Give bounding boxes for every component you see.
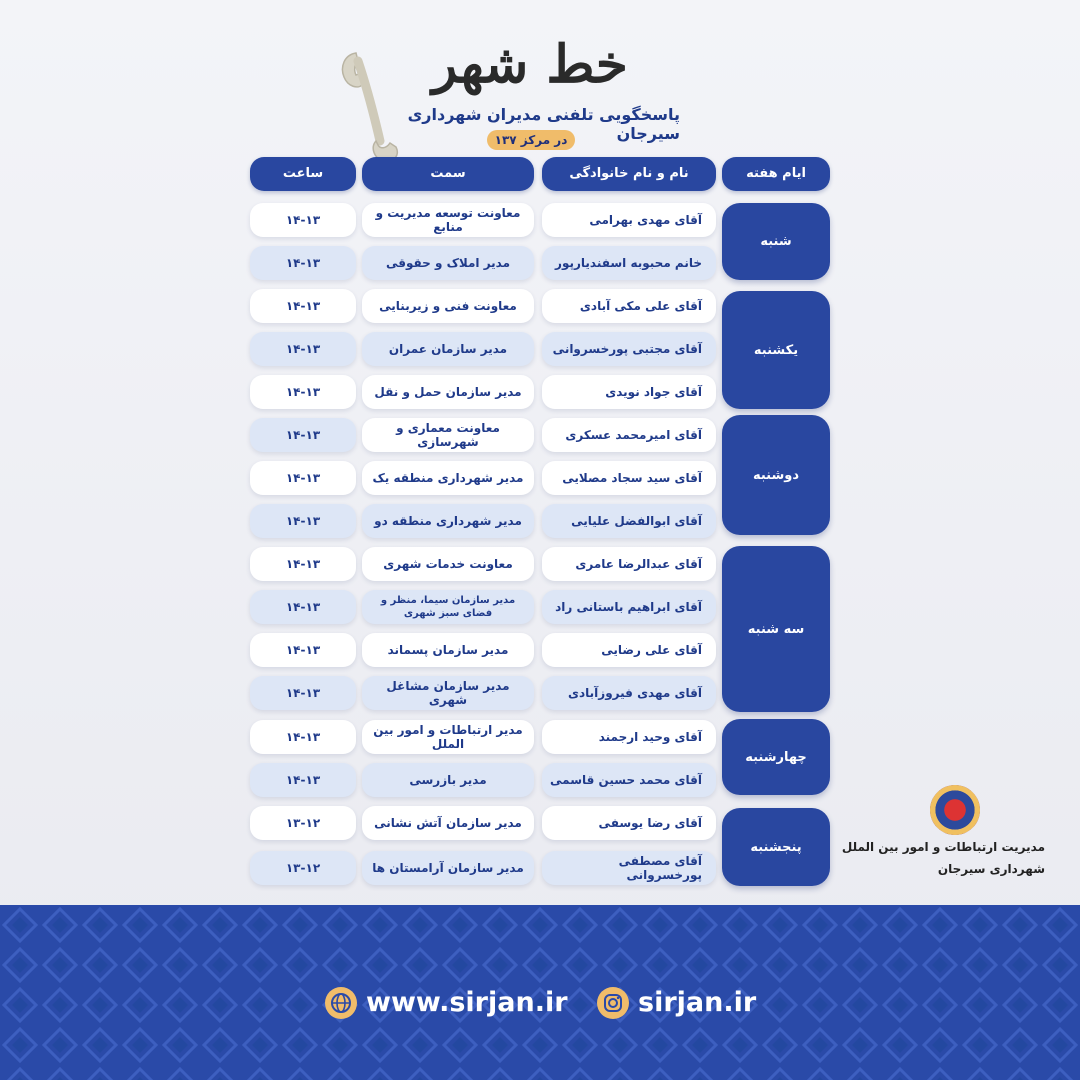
row-role: مدیر سازمان آتش نشانی (362, 806, 534, 840)
instagram-icon[interactable] (597, 987, 629, 1019)
org-name-line2: شهرداری سیرجان (937, 862, 1045, 876)
row-name: آقای علی رضایی (542, 633, 716, 667)
row-role: معاونت توسعه مدیریت و منابع (362, 203, 534, 237)
row-time: ۱۴-۱۳ (250, 332, 356, 366)
row-name: آقای جواد نویدی (542, 375, 716, 409)
row-role: مدیر سازمان عمران (362, 332, 534, 366)
row-time: ۱۴-۱۳ (250, 203, 356, 237)
row-time: ۱۴-۱۳ (250, 418, 356, 452)
row-role: مدیر بازرسی (362, 763, 534, 797)
row-name: آقای ابوالفضل علیایی (542, 504, 716, 538)
row-name: آقای امیرمحمد عسکری (542, 418, 716, 452)
row-name: آقای مجتبی پورخسروانی (542, 332, 716, 366)
row-time: ۱۴-۱۳ (250, 246, 356, 280)
row-time: ۱۴-۱۳ (250, 633, 356, 667)
row-name: خانم محبوبه اسفندیارپور (542, 246, 716, 280)
org-name-line1: مدیریت ارتباطات و امور بین الملل (841, 840, 1045, 854)
row-time: ۱۳-۱۲ (250, 851, 356, 885)
row-role: مدیر شهرداری منطقه دو (362, 504, 534, 538)
row-time: ۱۴-۱۳ (250, 289, 356, 323)
row-name: آقای علی مکی آبادی (542, 289, 716, 323)
row-name: آقای مصطفی پورخسروانی (542, 851, 716, 885)
row-time: ۱۴-۱۳ (250, 461, 356, 495)
row-role: معاونت معماری و شهرسازی (362, 418, 534, 452)
day-tuesday: سه شنبه (722, 546, 830, 712)
day-thursday: پنجشنبه (722, 808, 830, 886)
row-time: ۱۴-۱۳ (250, 676, 356, 710)
row-time: ۱۴-۱۳ (250, 763, 356, 797)
day-monday: دوشنبه (722, 415, 830, 535)
row-time: ۱۴-۱۳ (250, 590, 356, 624)
row-name: آقای وحید ارجمند (542, 720, 716, 754)
row-role: مدیر املاک و حقوقی (362, 246, 534, 280)
row-name: آقای محمد حسین قاسمی (542, 763, 716, 797)
instagram-link[interactable]: sirjan.ir (638, 987, 757, 1018)
row-role: معاونت خدمات شهری (362, 547, 534, 581)
globe-icon[interactable] (325, 987, 357, 1019)
row-name: آقای مهدی بهرامی (542, 203, 716, 237)
row-role: مدیر سازمان مشاغل شهری (362, 676, 534, 710)
header-role: سمت (362, 157, 534, 191)
row-role: مدیر ارتباطات و امور بین الملل (362, 720, 534, 754)
row-name: آقای رضا یوسفی (542, 806, 716, 840)
row-time: ۱۳-۱۲ (250, 806, 356, 840)
row-name: آقای سید سجاد مصلایی (542, 461, 716, 495)
row-role: معاونت فنی و زیربنایی (362, 289, 534, 323)
row-name: آقای ابراهیم باستانی راد (542, 590, 716, 624)
row-role: مدیر سازمان آرامستان ها (362, 851, 534, 885)
subtitle: پاسخگویی تلفنی مدیران شهرداری سیرجان (407, 105, 680, 143)
row-name: آقای مهدی فیروزآبادی (542, 676, 716, 710)
logo-title: خط شهر (432, 34, 628, 95)
day-sunday: یکشنبه (722, 291, 830, 409)
row-role: مدیر سازمان سیما، منظر و فضای سبز شهری (362, 590, 534, 624)
row-time: ۱۴-۱۳ (250, 375, 356, 409)
header-day: ایام هفته (722, 157, 830, 191)
row-time: ۱۴-۱۳ (250, 504, 356, 538)
row-role: مدیر سازمان حمل و نقل (362, 375, 534, 409)
row-time: ۱۴-۱۳ (250, 547, 356, 581)
row-name: آقای عبدالرضا عامری (542, 547, 716, 581)
day-wednesday: چهارشنبه (722, 719, 830, 795)
municipality-emblem-icon (930, 785, 980, 835)
header-time: ساعت (250, 157, 356, 191)
row-role: مدیر شهرداری منطقه یک (362, 461, 534, 495)
day-saturday: شنبه (722, 203, 830, 280)
row-role: مدیر سازمان پسماند (362, 633, 534, 667)
row-time: ۱۴-۱۳ (250, 720, 356, 754)
website-link[interactable]: www.sirjan.ir (366, 987, 568, 1018)
header-name: نام و نام خانوادگی (542, 157, 716, 191)
center-badge: در مرکز ۱۳۷ (487, 130, 575, 150)
